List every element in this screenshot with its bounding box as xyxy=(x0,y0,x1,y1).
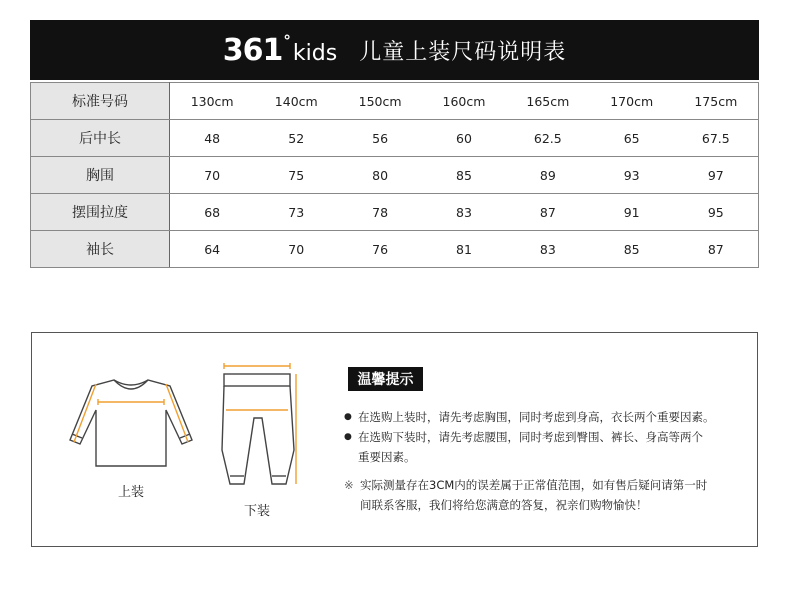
table-cell: 130cm xyxy=(170,83,255,120)
table-cell: 160cm xyxy=(422,83,506,120)
row-label: 胸围 xyxy=(31,157,170,194)
row-label: 标准号码 xyxy=(31,83,170,120)
table-cell: 85 xyxy=(422,157,506,194)
table-cell: 97 xyxy=(674,157,759,194)
table-cell: 73 xyxy=(254,194,338,231)
list-item xyxy=(344,427,734,467)
table-cell: 70 xyxy=(254,231,338,268)
note-text-line: 实际测量存在3CM内的误差属于正常值范围，如有售后疑问请第一时 xyxy=(360,478,708,492)
table-cell: 62.5 xyxy=(506,120,590,157)
table-cell: 67.5 xyxy=(674,120,759,157)
header-bar xyxy=(30,20,759,80)
table-cell: 60 xyxy=(422,120,506,157)
table-row xyxy=(31,231,759,268)
tip-text xyxy=(358,427,703,467)
table-cell: 89 xyxy=(506,157,590,194)
row-label: 后中长 xyxy=(31,120,170,157)
page-title: 儿童上装尺码说明表 xyxy=(359,39,567,65)
tip-text: 在选购上装时，请先考虑胸围，同时考虑到身高，衣长两个重要因素。 xyxy=(358,410,715,424)
table-row xyxy=(31,120,759,157)
table-cell: 48 xyxy=(170,120,255,157)
note-text xyxy=(360,475,707,515)
table-cell: 85 xyxy=(590,231,674,268)
table-cell: 76 xyxy=(338,231,422,268)
table-cell: 87 xyxy=(506,194,590,231)
table-cell: 87 xyxy=(674,231,759,268)
logo-degree: ° xyxy=(283,31,291,50)
brand-logo xyxy=(223,33,337,68)
tips-badge: 温馨提示 xyxy=(348,367,423,391)
table-cell: 165cm xyxy=(506,83,590,120)
note xyxy=(344,475,734,515)
size-table xyxy=(30,82,759,268)
table-cell: 140cm xyxy=(254,83,338,120)
note-mark-icon: ※ xyxy=(344,478,354,492)
table-cell: 81 xyxy=(422,231,506,268)
table-cell: 65 xyxy=(590,120,674,157)
bullet-icon: ● xyxy=(344,412,352,422)
table-cell: 170cm xyxy=(590,83,674,120)
tip-text-line: 重要因素。 xyxy=(358,450,416,464)
logo-kids: kids xyxy=(292,40,338,66)
row-label: 袖长 xyxy=(31,231,170,268)
table-cell: 83 xyxy=(506,231,590,268)
table-cell: 83 xyxy=(422,194,506,231)
table-cell: 68 xyxy=(170,194,255,231)
table-cell: 80 xyxy=(338,157,422,194)
table-cell: 150cm xyxy=(338,83,422,120)
table-cell: 95 xyxy=(674,194,759,231)
top-garment-icon xyxy=(62,372,200,472)
logo-number: 361 xyxy=(222,32,283,68)
table-cell: 70 xyxy=(170,157,255,194)
bullet-icon: ● xyxy=(344,432,352,442)
table-cell: 93 xyxy=(590,157,674,194)
list-item xyxy=(344,407,734,427)
note-text-line: 间联系客服，我们将给您满意的答复，祝亲们购物愉快！ xyxy=(360,498,648,512)
table-cell: 56 xyxy=(338,120,422,157)
tips-list xyxy=(344,407,734,515)
bottom-garment-icon xyxy=(218,360,298,490)
table-row xyxy=(31,83,759,120)
row-label: 摆围拉度 xyxy=(31,194,170,231)
table-cell: 64 xyxy=(170,231,255,268)
top-garment-label: 上装 xyxy=(118,485,145,500)
table-cell: 78 xyxy=(338,194,422,231)
table-cell: 75 xyxy=(254,157,338,194)
table-row xyxy=(31,194,759,231)
table-cell: 175cm xyxy=(674,83,759,120)
tip-text-line: 在选购下装时，请先考虑腰围，同时考虑到臀围、裤长、身高等两个 xyxy=(358,430,703,444)
table-cell: 52 xyxy=(254,120,338,157)
bottom-garment-label: 下装 xyxy=(244,504,271,519)
table-row xyxy=(31,157,759,194)
table-cell: 91 xyxy=(590,194,674,231)
